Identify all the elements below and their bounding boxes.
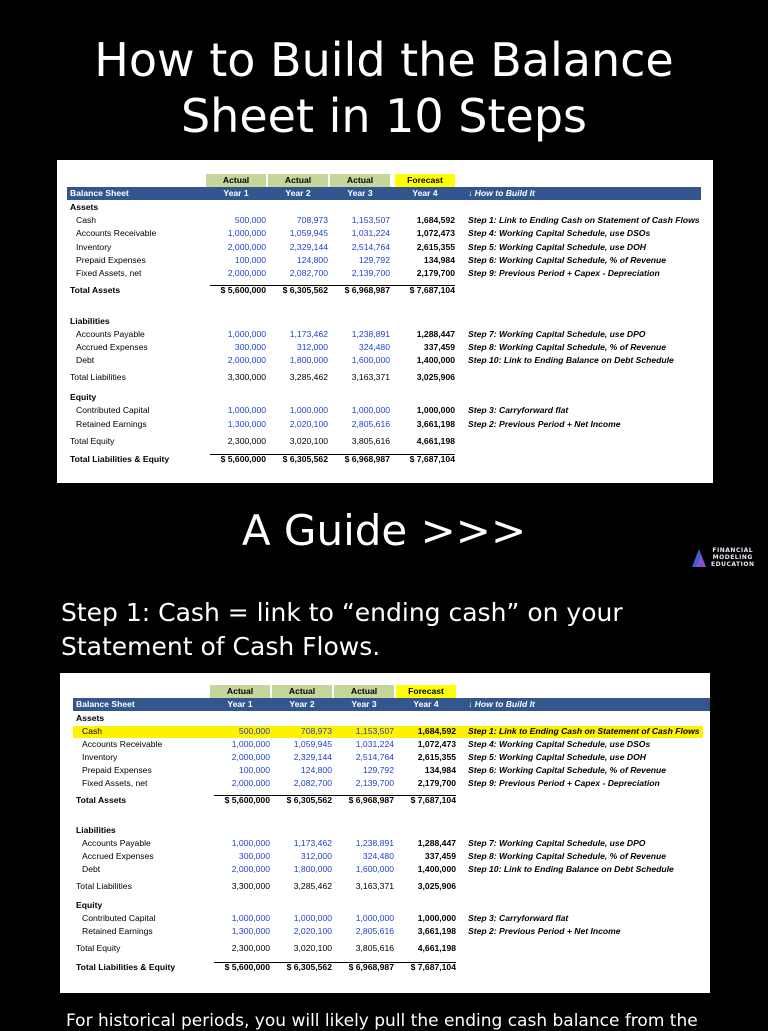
row-step-note: Step 6: Working Capital Schedule, % of Revenue <box>468 254 667 265</box>
guide-heading: A Guide >>> <box>241 506 527 555</box>
header-top-cell: Actual <box>206 174 266 187</box>
row-step-note: Step 2: Previous Period + Net Income <box>468 926 621 937</box>
row-value: 1,288,447 <box>417 837 456 848</box>
row-value: 708,973 <box>296 215 328 226</box>
row-value: $ 6,305,562 <box>286 795 332 805</box>
row-step-note: Step 9: Previous Period + Capex - Depreciation <box>468 778 660 788</box>
row-label: Cash <box>76 215 97 226</box>
balance-sheet-table-1 <box>57 160 713 483</box>
row-value: 1,800,000 <box>289 355 328 366</box>
row-value: 3,025,906 <box>416 372 455 383</box>
row-value: 2,139,700 <box>355 778 394 788</box>
row-value: 337,459 <box>424 850 456 861</box>
row-label: Contributed Capital <box>82 913 156 924</box>
step-1-description <box>61 596 623 664</box>
row-value: 1,000,000 <box>417 913 456 924</box>
row-value: 2,179,700 <box>417 778 456 788</box>
row-value: 124,800 <box>296 254 328 265</box>
row-label: Accrued Expenses <box>76 341 148 352</box>
balance-sheet-label: Balance Sheet <box>70 188 129 198</box>
row-step-note: Step 1: Link to Ending Cash on Statement of Cash Flows <box>468 726 700 736</box>
header-top-cell: Actual <box>210 685 270 698</box>
row-label: Accounts Receivable <box>82 739 163 749</box>
financial-modeling-education-logo: FINANCIAL MODELING EDUCATION <box>690 545 760 571</box>
row-value: 2,000,000 <box>227 268 266 278</box>
row-value: 1,288,447 <box>416 328 455 339</box>
row-value: 1,238,891 <box>351 328 390 339</box>
row-value: 1,072,473 <box>417 739 456 749</box>
row-value: 500,000 <box>238 726 270 736</box>
row-step-note: Step 10: Link to Ending Balance on Debt Schedule <box>468 863 674 874</box>
row-value: 708,973 <box>300 726 332 736</box>
row-value: 1,000,000 <box>416 405 455 416</box>
row-value: 3,661,198 <box>416 418 455 429</box>
header-year-cell: Year 4 <box>413 699 439 709</box>
row-label: Total Assets <box>70 285 121 296</box>
title-line-1: How to Build the Balance <box>94 33 674 87</box>
title-line-2: Sheet in 10 Steps <box>180 89 588 143</box>
row-value: 300,000 <box>238 850 270 861</box>
row-value: 1,173,462 <box>293 837 332 848</box>
row-value: 1,059,945 <box>293 739 332 749</box>
row-value: 3,163,371 <box>351 372 390 383</box>
row-value: 1,400,000 <box>417 863 456 874</box>
row-step-note: Step 7: Working Capital Schedule, use DPO <box>468 837 646 848</box>
row-value: 2,082,700 <box>293 778 332 788</box>
row-step-note: Step 4: Working Capital Schedule, use DSOs <box>468 228 651 239</box>
row-value: 2,300,000 <box>227 435 266 446</box>
row-step-note: Step 9: Previous Period + Capex - Depreciation <box>468 268 660 278</box>
row-value: 3,020,100 <box>293 943 332 954</box>
section-title: Liabilities <box>76 824 116 835</box>
row-value: $ 6,968,987 <box>344 285 390 296</box>
row-value: 2,329,144 <box>289 241 328 252</box>
header-top-cell: Forecast <box>395 174 455 187</box>
row-value: 3,805,616 <box>355 943 394 954</box>
row-value: 2,000,000 <box>227 241 266 252</box>
row-label: Total Liabilities & Equity <box>70 454 170 465</box>
row-value: 2,615,355 <box>416 241 455 252</box>
row-value: 2,000,000 <box>231 778 270 788</box>
bottom-paragraph: For historical periods, you will likely pull the ending cash balance from the <box>66 1011 698 1031</box>
row-label: Contributed Capital <box>76 405 150 416</box>
row-value: $ 7,687,104 <box>410 961 456 972</box>
row-label: Total Assets <box>76 795 127 805</box>
logo-mark-icon <box>690 547 708 569</box>
row-step-note: Step 8: Working Capital Schedule, % of Revenue <box>468 850 667 861</box>
row-value: 2,020,100 <box>289 418 328 429</box>
header-year-cell: Year 2 <box>285 188 311 198</box>
row-value: 3,025,906 <box>417 880 456 891</box>
row-label: Inventory <box>82 752 118 762</box>
row-step-note: Step 2: Previous Period + Net Income <box>468 418 621 429</box>
header-year-cell: Year 2 <box>289 699 315 709</box>
row-value: 1,600,000 <box>355 863 394 874</box>
step-line-1: Step 1: Cash = link to “ending cash” on your <box>61 598 623 627</box>
row-value: 1,684,592 <box>417 726 456 736</box>
row-value: $ 6,305,562 <box>282 285 328 296</box>
row-value: 1,684,592 <box>416 215 455 226</box>
row-value: 1,300,000 <box>227 418 266 429</box>
row-value: 2,615,355 <box>417 752 456 762</box>
row-value: 129,792 <box>362 765 394 775</box>
row-label: Total Liabilities <box>70 372 126 383</box>
row-value: 4,661,198 <box>416 435 455 446</box>
row-value: 1,000,000 <box>231 739 270 749</box>
row-value: 1,000,000 <box>355 913 394 924</box>
section-title: Assets <box>70 202 99 212</box>
row-step-note: Step 7: Working Capital Schedule, use DPO <box>468 328 646 339</box>
row-value: 3,805,616 <box>351 435 390 446</box>
row-value: 2,514,764 <box>355 752 394 762</box>
row-value: $ 6,968,987 <box>348 961 394 972</box>
row-value: 1,000,000 <box>231 837 270 848</box>
row-value: 300,000 <box>234 341 266 352</box>
row-label: Accounts Payable <box>76 328 145 339</box>
row-value: 3,163,371 <box>355 880 394 891</box>
balance-sheet-table-2 <box>60 673 710 993</box>
row-label: Total Equity <box>76 943 121 954</box>
row-value: 2,805,616 <box>351 418 390 429</box>
section-title: Equity <box>76 900 103 911</box>
header-top-cell: Actual <box>330 174 390 187</box>
section-title: Assets <box>76 713 105 723</box>
header-year-cell: Year 4 <box>412 188 438 198</box>
row-value: 2,000,000 <box>231 752 270 762</box>
row-value: 124,800 <box>300 765 332 775</box>
row-label: Cash <box>82 726 103 736</box>
row-value: 2,300,000 <box>231 943 270 954</box>
row-value: $ 7,687,104 <box>409 285 455 296</box>
section-title: Equity <box>70 392 97 403</box>
row-value: 2,805,616 <box>355 926 394 937</box>
row-value: 1,800,000 <box>293 863 332 874</box>
row-label: Accounts Payable <box>82 837 151 848</box>
row-label: Retained Earnings <box>82 926 153 937</box>
row-step-note: Step 5: Working Capital Schedule, use DOH <box>468 241 646 252</box>
row-label: Total Liabilities & Equity <box>76 961 176 972</box>
row-value: $ 7,687,104 <box>409 454 455 465</box>
row-value: $ 6,968,987 <box>348 795 394 805</box>
row-value: 3,661,198 <box>417 926 456 937</box>
row-value: 1,600,000 <box>351 355 390 366</box>
row-step-note: Step 10: Link to Ending Balance on Debt Schedule <box>468 355 674 366</box>
row-value: $ 5,600,000 <box>224 795 270 805</box>
how-to-build-label: ↓ How to Build It <box>468 699 535 709</box>
row-value: 2,000,000 <box>227 355 266 366</box>
row-value: 312,000 <box>296 341 328 352</box>
row-value: 2,139,700 <box>351 268 390 278</box>
header-year-cell: Year 3 <box>351 699 377 709</box>
row-step-note: Step 3: Carryforward flat <box>468 913 569 924</box>
row-value: 1,000,000 <box>231 913 270 924</box>
row-value: 1,000,000 <box>351 405 390 416</box>
row-value: 1,000,000 <box>289 405 328 416</box>
row-value: $ 6,305,562 <box>282 454 328 465</box>
row-value: 324,480 <box>362 850 394 861</box>
row-step-note: Step 8: Working Capital Schedule, % of Revenue <box>468 341 667 352</box>
header-top-cell: Actual <box>334 685 394 698</box>
row-step-note: Step 1: Link to Ending Cash on Statement of Cash Flows <box>468 215 700 226</box>
row-value: 1,000,000 <box>227 328 266 339</box>
row-step-note: Step 3: Carryforward flat <box>468 405 569 416</box>
row-value: 1,072,473 <box>416 228 455 239</box>
row-value: 1,153,507 <box>351 215 390 226</box>
row-value: 337,459 <box>423 341 455 352</box>
row-value: $ 6,968,987 <box>344 454 390 465</box>
row-step-note: Step 5: Working Capital Schedule, use DOH <box>468 752 646 762</box>
row-label: Accounts Receivable <box>76 228 157 239</box>
row-value: 100,000 <box>238 765 270 775</box>
row-value: 134,984 <box>424 765 456 775</box>
step-line-2: Statement of Cash Flows. <box>61 632 381 661</box>
header-top-cell: Forecast <box>396 685 456 698</box>
row-label: Debt <box>76 355 95 366</box>
row-label: Total Liabilities <box>76 880 132 891</box>
row-label: Prepaid Expenses <box>76 254 146 265</box>
row-value: 3,020,100 <box>289 435 328 446</box>
section-title: Liabilities <box>70 315 110 326</box>
row-label: Inventory <box>76 241 112 252</box>
row-value: 4,661,198 <box>417 943 456 954</box>
row-value: 500,000 <box>234 215 266 226</box>
row-label: Total Equity <box>70 435 115 446</box>
row-value: 100,000 <box>234 254 266 265</box>
row-value: 1,153,507 <box>355 726 394 736</box>
row-value: 1,000,000 <box>293 913 332 924</box>
row-label: Retained Earnings <box>76 418 147 429</box>
row-value: 3,300,000 <box>231 880 270 891</box>
row-value: 2,020,100 <box>293 926 332 937</box>
header-year-cell: Year 3 <box>347 188 373 198</box>
row-value: 134,984 <box>423 254 455 265</box>
row-value: 2,000,000 <box>231 863 270 874</box>
row-value: 2,179,700 <box>416 268 455 278</box>
header-top-cell: Actual <box>272 685 332 698</box>
row-value: 3,300,000 <box>227 372 266 383</box>
row-value: 2,329,144 <box>293 752 332 762</box>
row-value: 1,000,000 <box>227 405 266 416</box>
row-label: Fixed Assets, net <box>76 268 142 278</box>
row-value: 3,285,462 <box>293 880 332 891</box>
header-top-cell: Actual <box>268 174 328 187</box>
row-value: 129,792 <box>358 254 390 265</box>
row-value: $ 6,305,562 <box>286 961 332 972</box>
page-title <box>0 32 768 144</box>
row-value: 312,000 <box>300 850 332 861</box>
row-value: 1,059,945 <box>289 228 328 239</box>
balance-sheet-label: Balance Sheet <box>76 699 135 709</box>
header-year-cell: Year 1 <box>223 188 249 198</box>
row-value: 1,400,000 <box>416 355 455 366</box>
row-step-note: Step 4: Working Capital Schedule, use DSOs <box>468 739 651 749</box>
row-value: $ 7,687,104 <box>410 795 456 805</box>
row-value: $ 5,600,000 <box>220 285 266 296</box>
row-value: 1,000,000 <box>227 228 266 239</box>
row-value: 3,285,462 <box>289 372 328 383</box>
how-to-build-label: ↓ How to Build It <box>468 188 535 198</box>
row-value: 1,173,462 <box>289 328 328 339</box>
row-value: 2,514,764 <box>351 241 390 252</box>
row-value: 324,480 <box>358 341 390 352</box>
row-value: 2,082,700 <box>289 268 328 278</box>
row-value: $ 5,600,000 <box>220 454 266 465</box>
row-label: Accrued Expenses <box>82 850 154 861</box>
row-value: 1,238,891 <box>355 837 394 848</box>
row-value: $ 5,600,000 <box>224 961 270 972</box>
row-step-note: Step 6: Working Capital Schedule, % of Revenue <box>468 765 667 775</box>
row-value: 1,031,224 <box>355 739 394 749</box>
header-year-cell: Year 1 <box>227 699 253 709</box>
row-label: Fixed Assets, net <box>82 778 148 788</box>
row-value: 1,031,224 <box>351 228 390 239</box>
row-label: Debt <box>82 863 101 874</box>
row-label: Prepaid Expenses <box>82 765 152 775</box>
row-value: 1,300,000 <box>231 926 270 937</box>
